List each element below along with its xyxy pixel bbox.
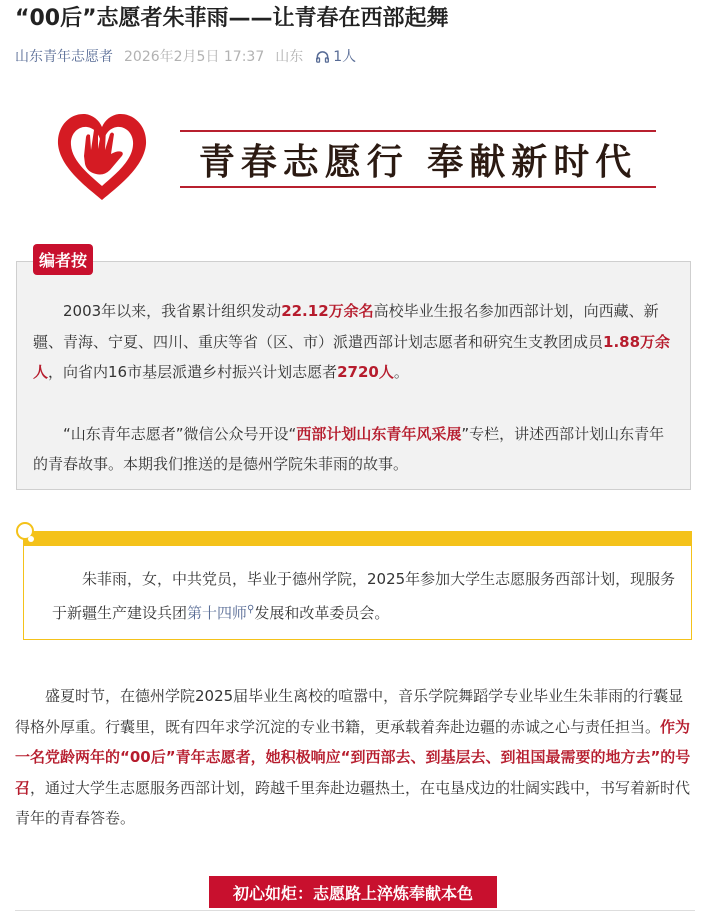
headphones-icon [315, 49, 330, 64]
text-span: ，向省内16市基层派遣乡村振兴计划志愿者 [48, 363, 338, 381]
section-heading: 初心如炬：志愿路上淬炼奉献本色 [209, 876, 497, 908]
text-span: 朱菲雨，女，中共党员，毕业于德州学院，2025年参加大学生志愿服务西部计划，现服务于新疆生产建设兵团 [52, 570, 676, 622]
editor-note-text [33, 296, 678, 480]
bio-card-top-bar [23, 531, 692, 546]
text-span: 。 [393, 363, 409, 381]
highlight-stat: 1.88万余人 [33, 332, 671, 381]
highlight-column-name: 西部计划山东青年风采展 [296, 424, 462, 443]
listen-button[interactable] [315, 46, 356, 66]
author-link[interactable]: 山东青年志愿者 [15, 49, 113, 65]
text-span: ”专栏，讲述西部计划山东青年的青春故事。本期我们推送的是德州学院朱菲雨的故事。 [33, 424, 665, 473]
article-title: “00后”志愿者朱菲雨——让青春在西部起舞 [15, 6, 449, 31]
editor-note-paragraph-2 [33, 419, 678, 480]
bio-card-dot-ornament [28, 536, 34, 542]
text-span: “山东青年志愿者”微信公众号开设“ [63, 424, 297, 443]
text-span: 2003年以来，我省累计组织发动 [63, 302, 282, 320]
banner-slogan-frame [180, 130, 656, 188]
banner-image [42, 104, 667, 208]
bio-text [52, 564, 677, 628]
text-span: ，通过大学生志愿服务西部计划，跨越千里奔赴边疆热土，在屯垦戍边的壮阔实践中，书写着新时代青年的青春答卷。 [15, 778, 691, 827]
search-link-label: 第十四师 [187, 603, 248, 622]
region-label: 山东 [275, 49, 304, 65]
highlight-stat: 2720人 [337, 363, 394, 381]
text-span: 高校毕业生报名参加西部计划，向西藏、新疆、青海、宁夏、四川、重庆等省（区、市）派遣西部计划志愿者和研究生支教团成员 [33, 302, 659, 351]
highlight-quote: 作为一名党龄两年的“00后”青年志愿者，她积极响应“到西部去、到基层去、到祖国最需要的地方去”的号召 [15, 717, 691, 797]
search-link[interactable] [187, 604, 254, 622]
editor-note-badge: 编者按 [33, 244, 93, 275]
editor-note-paragraph-1 [33, 296, 678, 388]
article-meta [15, 45, 356, 67]
publish-date: 2026年2月5日 17:37 [124, 49, 265, 65]
listen-count: 1人 [333, 49, 357, 65]
banner-slogan: 青春志愿行 奉献新时代 [198, 140, 638, 183]
volunteer-heart-hand-logo [52, 106, 152, 206]
text-span: 盛夏时节，在德州学院2025届毕业生离校的喧嚣中，音乐学院舞蹈学专业毕业生朱菲雨的行囊显得格外厚重。行囊里，既有四年求学沉淀的专业书籍，更承载着奔赴边疆的赤诚之心与责任担当。 [15, 687, 684, 736]
search-icon: ⚲ [247, 603, 255, 615]
body-paragraph [15, 681, 693, 834]
section-divider [15, 910, 695, 911]
text-span: 发展和改革委员会。 [254, 603, 390, 622]
highlight-stat: 22.12万余名 [281, 302, 374, 320]
